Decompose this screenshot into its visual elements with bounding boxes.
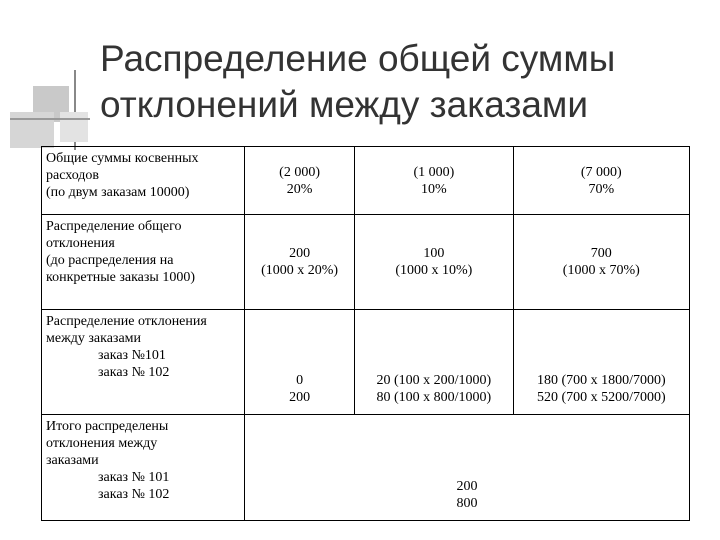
table-row (42, 310, 690, 415)
cell-line: 100 (423, 246, 445, 261)
table-cell (355, 147, 513, 215)
table-cell (513, 310, 689, 415)
label-line: отклонения (46, 236, 115, 251)
label-line: заказами (46, 453, 99, 468)
table-row (42, 215, 690, 310)
label-line: заказ № 101 (98, 470, 170, 485)
label-line: заказ № 102 (98, 365, 170, 380)
cell-line: 70% (588, 181, 615, 197)
label-line: Итого распределены (46, 419, 169, 434)
table-cell (513, 215, 689, 310)
cell-line: 800 (456, 496, 478, 511)
label-line: Распределение отклонения (46, 314, 207, 329)
row-label (42, 415, 245, 521)
cell-line: (2 000) (279, 164, 320, 180)
table-row (42, 415, 690, 521)
cell-line: 20% (286, 181, 313, 197)
table-row (42, 147, 690, 215)
variance-table (41, 146, 690, 521)
cell-line: 20 (100 х 200/1000) (376, 373, 492, 388)
label-line: расходов (46, 168, 100, 183)
label-line: заказ № 102 (98, 487, 170, 502)
cell-line: (7 000) (580, 164, 622, 180)
cell-line: 80 (100 х 800/1000) (376, 390, 492, 405)
table-cell (355, 310, 513, 415)
cell-line: (1 000) (413, 164, 455, 180)
row-label (42, 215, 245, 310)
slide-title-line: отклонений между заказами (100, 84, 589, 125)
label-line: конкретные заказы 1000) (46, 270, 195, 285)
cell-line: 200 (289, 246, 311, 261)
decor-line-horizontal (10, 118, 90, 120)
label-line: отклонения между (46, 436, 158, 451)
label-line: (до распределения на (46, 253, 174, 268)
row-label (42, 310, 245, 415)
cell-line: 200 (456, 479, 478, 494)
decor-square (60, 112, 88, 142)
cell-line: 180 (700 х 1800/7000) (536, 373, 666, 388)
table-cell-merged (245, 415, 690, 521)
row-label (42, 147, 245, 215)
table-cell (245, 215, 355, 310)
label-line: (по двум заказам 10000) (46, 185, 190, 200)
table-cell (513, 147, 689, 215)
table-cell (245, 147, 355, 215)
slide-title-line: Распределение общей суммы (100, 38, 616, 79)
cell-line: 520 (700 х 5200/7000) (536, 390, 666, 405)
label-line: заказ №101 (98, 348, 166, 363)
cell-line: 700 (590, 246, 612, 261)
slide-title (100, 36, 700, 128)
cell-line: 200 (289, 390, 311, 405)
cell-line: (1000 х 10%) (395, 263, 473, 278)
cell-line: (1000 х 70%) (562, 263, 640, 278)
label-line: Общие суммы косвенных (46, 151, 199, 166)
table-cell (355, 215, 513, 310)
cell-line: 0 (296, 373, 304, 388)
cell-line: 10% (421, 181, 447, 197)
label-line: Распределение общего (46, 219, 182, 234)
table-cell (245, 310, 355, 415)
label-line: между заказами (46, 331, 142, 346)
cell-line: (1000 х 20%) (261, 263, 339, 278)
